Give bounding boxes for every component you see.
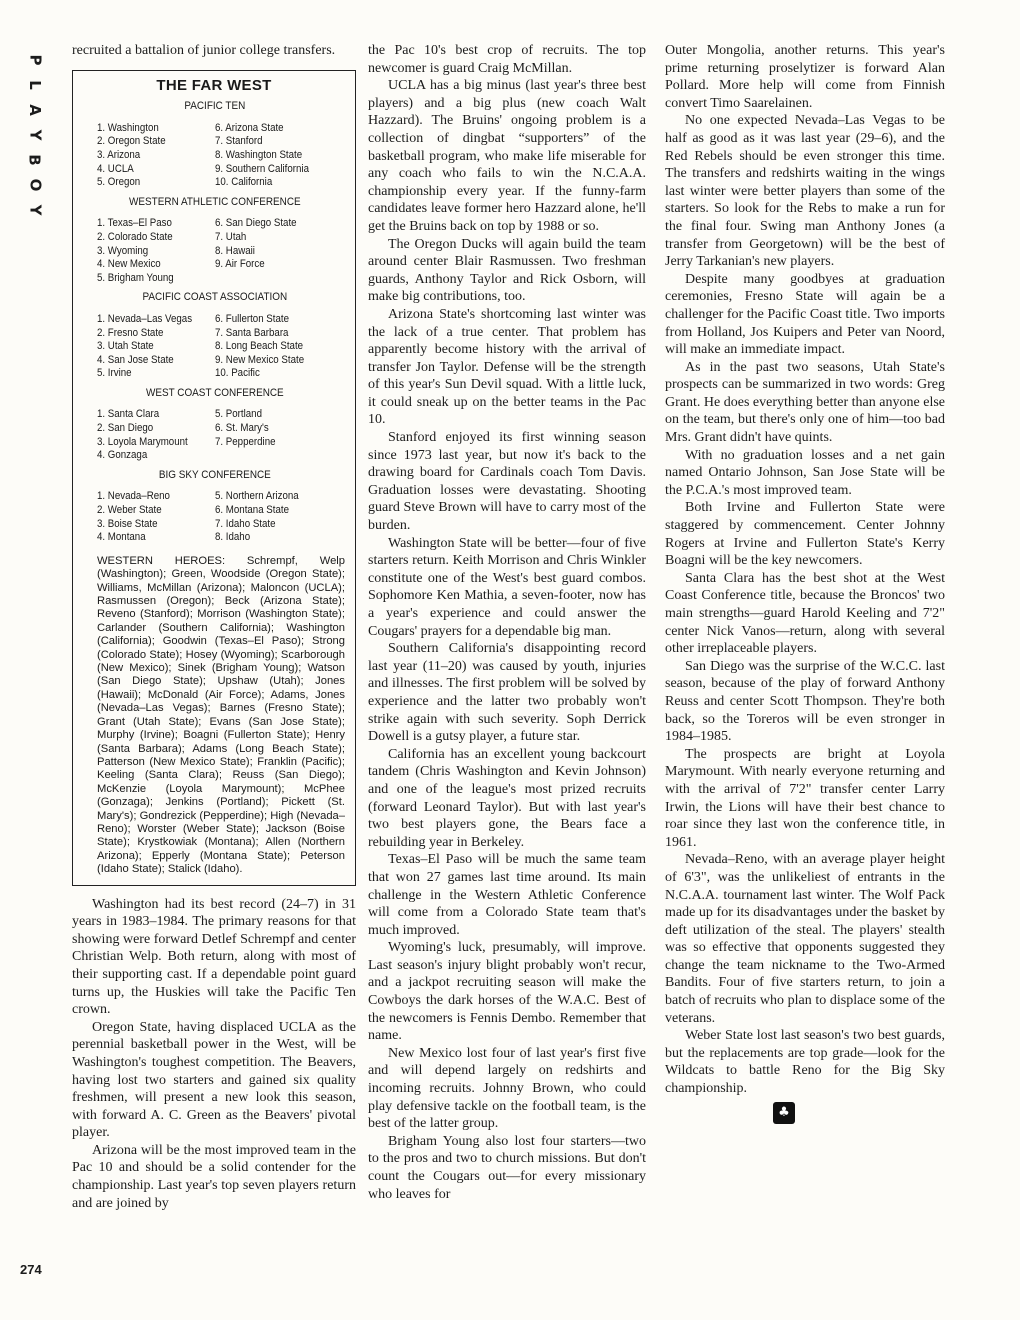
- standing-entry: 7. Idaho State: [215, 517, 276, 530]
- paragraph: California has an excellent young backcourt tandem (Chris Washington and Kevin Johnson) and one of the league's most prized recruits (forward Leonard Taylor). But with last year's two best players gone, the Bears face a rebuilding year in Berkeley.: [368, 746, 646, 850]
- standing-entry: 2. Colorado State: [97, 230, 173, 243]
- standing-entry: 7. Pepperdine: [215, 435, 276, 448]
- paragraph: Nevada–Reno, with an average player height of 6'3", was the unlikeliest of entrants in the N.C.A.A. tournament last winter. The Wolf Pack made up for its disadvantages under the basket by deft utilization of the steal. The players' stealth was so effective that opponents suggested they change the team nickname to the Two-Armed Bandits. Four of five starters return, to join a batch of recruits who plan to displace some of the veterans.: [665, 852, 945, 1026]
- paragraph: Brigham Young also lost four starters—two to the pros and two to church missions. But don't count the Cougars out—for every missionary who leaves for: [368, 1133, 646, 1202]
- page-number: 274: [20, 1262, 42, 1277]
- paragraph: Southern California's disappointing record last year (11–20) was caused by youth, injuries and illnesses. The first problem will be solved by experience and the latter two probably won't strike again with such severity. Soph Derrick Dowell is a gutsy player, a future star.: [368, 641, 646, 745]
- standing-entry: [215, 449, 327, 463]
- paragraph: Weber State lost last season's two best guards, but the replacements are top grade—look for the Wildcats to battle Reno for the Big Sky championship.: [665, 1028, 945, 1097]
- standing-entry: 3. Loyola Marymount: [97, 435, 188, 448]
- paragraph: Oregon State, having displaced UCLA as the perennial basketball power in the West, will be Washington's toughest competition. The Beavers, having lost two starters and gained six quality freshmen, will present a new look this season, with forward A. C. Green as the Beavers' pivotal player.: [72, 1019, 356, 1141]
- brand-letter: B: [26, 154, 44, 166]
- paragraph: The prospects are bright at Loyola Marymount. With nearly everyone returning and with the arrival of 7'2" transfer center Larry Irwin, the Lions will have their best chance to roar since they last won the conference title, in 1961.: [665, 746, 945, 850]
- conference-title: BIG SKY CONFERENCE: [158, 468, 271, 481]
- standing-entry: 8. Washington State: [215, 148, 303, 161]
- standing-entry: 3. Wyoming: [97, 244, 149, 257]
- standing-entry: 6. Montana State: [215, 504, 290, 517]
- standing-entry: 3. Boise State: [97, 517, 158, 530]
- standing-entry: 7. Stanford: [215, 135, 263, 148]
- brand-letter: A: [25, 104, 44, 116]
- paragraph: recruited a battalion of junior college transfers.: [72, 43, 336, 58]
- standing-entry: 6. Fullerton State: [215, 312, 289, 325]
- standings-list: [97, 490, 345, 544]
- brand-letter: P: [26, 54, 44, 66]
- standing-entry: 7. Santa Barbara: [215, 326, 289, 339]
- column-1-body: [72, 896, 356, 1213]
- column-3-body: [665, 42, 945, 1098]
- standing-entry: 5. Irvine: [97, 367, 132, 380]
- standing-entry: 1. Texas–El Paso: [97, 217, 172, 230]
- standing-entry: 7. Utah: [215, 230, 247, 243]
- standing-entry: [215, 272, 327, 286]
- standing-entry: 6. San Diego State: [215, 217, 297, 230]
- paragraph: UCLA has a big minus (last year's three best players) and a big plus (new coach Walt Hazzard). The Bruins' ongoing problem is a collection of dingbat “supporters” of the basketball program, who make life miserable for any coach who fails to win the N.C.A.A. championship every year. If the funny-farm candidates leave former hero Hazzard alone, he'll get the Bruins back on top by 1988 or so.: [368, 78, 646, 234]
- paragraph: Wyoming's luck, presumably, will improve. Last season's injury blight probably won't recur, and a jackpot recruiting season will make the Cowboys the dark horses of the W.A.C. Best of the newcomers is Fennis Dembo. Remember that name.: [368, 940, 646, 1044]
- standing-entry: 2. San Diego: [97, 422, 154, 435]
- standing-entry: 9. Southern California: [215, 162, 309, 175]
- conference-title: WEST COAST CONFERENCE: [145, 386, 284, 399]
- paragraph: No one expected Nevada–Las Vegas to be half as good as it was last year (29–6), and the Red Rebels should be even stronger this time. The transfers and redshirts waiting in the wings last winter were better players than some of the starters. So look for the Rebs to make a run for the final four. Swing man Anthony Jones (a transfer from Georgetown) will be the best of Jerry Tarkanian's new players.: [665, 113, 945, 270]
- standing-entry: 8. Hawaii: [215, 244, 255, 257]
- brand-letter: O: [25, 178, 44, 192]
- standing-entry: 10. Pacific: [215, 367, 260, 380]
- brand-letter: L: [26, 80, 44, 90]
- paragraph: Despite many goodbyes at graduation ceremonies, Fresno State will again be a challenger for the Pacific Coast title. Two imports from Holland, Jos Kuipers and Peter van Noord, will make an immediate impact.: [665, 271, 945, 358]
- conference-title: WESTERN ATHLETIC CONFERENCE: [129, 195, 301, 208]
- brand-letter: Y: [26, 129, 44, 141]
- far-west-standings-box: [72, 70, 356, 886]
- standing-entry: 8. Idaho: [215, 531, 251, 544]
- paragraph: Washington State will be better—four of five starters return. Keith Morrison and Chris Winkler constitute one of the West's best guard combos. Sophomore Ken Mathia, a seven-footer, now has a year's experience and could answer the Cougars' prayers for a dependable big man.: [368, 535, 646, 639]
- standings-list: [97, 122, 345, 190]
- paragraph: As in the past two seasons, Utah State's prospects can be summarized in two words: Greg Grant. He does everything better than anyone else on the team, but there's only one of him—too bad Mrs. Grant didn't have quints.: [665, 359, 945, 446]
- standing-entry: 2. Fresno State: [97, 326, 164, 339]
- western-heroes-text: WESTERN HEROES: Schrempf, Welp (Washington); Green, Woodside (Oregon State); Williams, McMillan (Arizona); Maloncon (UCLA); Rasmussen (Oregon); Beck (Arizona State); Reveno (Stanford); Morrison (Washington State); Carlander (Southern California); Washington (California); Goodwin (Texas–El Paso); Strong (Colorado State); Hosey (Wyoming); Scarborough (New Mexico); Sinek (Brigham Young); Watson (San Diego State); Upshaw (Utah); Jones (Hawaii); McDonald (Air Force); Adams, Jones (Nevada–Las Vegas); Barnes (Fresno State); Grant (Utah State); Evans (San Jose State); Murphy (Irvine); Boagni (Fullerton State); Henry (Santa Barbara); Adams (Long Beach State); Patterson (New Mexico State); Franklin (Pacific); Keeling (Santa Clara); Reuss (San Diego); McKenzie (Loyola Marymount); McPhee (Gonzaga); Jenkins (Portland); Pickett (St. Mary's); Gondrezick (Pepperdine); High (Nevada–Reno); Worster (Weber State); Jackson (Boise State); Krystkowiak (Montana); Allen (Northern Arizona); Epperly (Montana State); Peterson (Idaho State); Stalick (Idaho).: [97, 554, 345, 876]
- standing-entry: 4. UCLA: [97, 162, 134, 175]
- standing-entry: 2. Weber State: [97, 504, 162, 517]
- standing-entry: 4. New Mexico: [97, 258, 161, 271]
- conference-title: PACIFIC COAST ASSOCIATION: [142, 291, 288, 304]
- paragraph: Arizona State's shortcoming last winter was the lack of a true center. That problem has apparently become history with the arrival of transfer Jon Taylor. Defense will be the strength of this year's Sun Devil squad. With a little luck, it could sneak up on the better teams in the Pac 10.: [368, 306, 646, 428]
- standing-entry: 9. New Mexico State: [215, 353, 305, 366]
- standings-list: [97, 217, 345, 285]
- conference-title: PACIFIC TEN: [184, 100, 246, 113]
- standing-entry: 3. Utah State: [97, 340, 154, 353]
- standing-entry: 9. Air Force: [215, 258, 265, 271]
- standing-entry: 5. Brigham Young: [97, 271, 174, 284]
- paragraph: Arizona will be the most improved team in the Pac 10 and should be a solid contender for the championship. Last year's top seven players return and are joined by: [72, 1142, 356, 1211]
- standing-entry: 4. Montana: [97, 531, 146, 544]
- paragraph: The Oregon Ducks will again build the team around center Blair Rasmussen. Two freshman guards, Anthony Taylor and Rick Osborn, will make big contributions, too.: [368, 236, 646, 305]
- column-2: [368, 42, 646, 1203]
- standing-entry: 4. Gonzaga: [97, 449, 148, 462]
- standing-entry: 5. Portland: [215, 408, 262, 421]
- brand-letter: Y: [26, 204, 44, 216]
- standing-entry: 2. Oregon State: [97, 135, 166, 148]
- paragraph: Texas–El Paso will be much the same team that won 27 games last time around. Its main challenge in the Western Athletic Conference will come from a Colorado State team that's much improved.: [368, 852, 646, 938]
- standing-entry: 1. Nevada–Las Vegas: [97, 312, 193, 325]
- standing-entry: 5. Oregon: [97, 176, 141, 189]
- standing-entry: 1. Washington: [97, 121, 159, 134]
- end-mark-icon: ♣: [773, 1102, 795, 1124]
- standing-entry: 5. Northern Arizona: [215, 490, 299, 503]
- box-title: THE FAR WEST: [156, 76, 272, 94]
- column-3: [665, 42, 945, 1124]
- standing-entry: 3. Arizona: [97, 148, 141, 161]
- paragraph: Washington had its best record (24–7) in 31 years in 1983–1984. The primary reasons for that showing were forward Detlef Schrempf and center Christian Welp. Both return, along with most of their supporting cast. If a dependable point guard turns up, the Huskies will take the Pacific Ten crown.: [72, 896, 356, 1018]
- paragraph: Stanford enjoyed its first winning season since 1973 last year, but now it's back to the drawing board for Cardinals coach Tom Davis. Graduation losses were devastating. Shooting guard Steve Brown will have to carry most of the burden.: [368, 430, 646, 534]
- standing-entry: 1. Santa Clara: [97, 408, 160, 421]
- paragraph: Outer Mongolia, another returns. This year's prime returning proselytizer is forward Alan Pollard. More help will come from Finnish convert Timo Saarelainen.: [665, 43, 945, 111]
- paragraph: New Mexico lost four of last year's first five and will depend largely on redshirts and incoming recruits. Johnny Brown, who could play defensive tackle on the football team, is the best of the latter group.: [368, 1045, 646, 1132]
- standing-entry: 4. San Jose State: [97, 353, 174, 366]
- paragraph: San Diego was the surprise of the W.C.C. last season, because of the play of forward Anthony Reuss and center Scott Thompson. They're both back, so the Toreros will be even stronger in 1984–1985.: [665, 658, 945, 745]
- paragraph: Both Irvine and Fullerton State were staggered by commencement. Center Johnny Rogers at Irvine and Fullerton State's Kerry Boagni will be the key newcomers.: [665, 500, 945, 569]
- column-1: [72, 42, 356, 1212]
- standing-entry: 10. California: [215, 176, 273, 189]
- standing-entry: 6. Arizona State: [215, 121, 284, 134]
- standing-entry: 8. Long Beach State: [215, 340, 304, 353]
- paragraph: With no graduation losses and a net gain named Ontario Johnson, San Jose State will be the P.C.A.'s most improved team.: [665, 447, 945, 498]
- standings-list: [97, 408, 345, 462]
- conference-list: [97, 100, 345, 545]
- paragraph: the Pac 10's best crop of recruits. The top newcomer is guard Craig McMillan.: [368, 43, 646, 76]
- standings-list: [97, 313, 345, 381]
- standing-entry: 1. Nevada–Reno: [97, 490, 170, 503]
- paragraph: Santa Clara has the best shot at the West Coast Conference title, because the Broncos' two main strengths—guard Harold Keeling and 7'2" center Nick Vanos—return, along with several other irreplaceable players.: [665, 570, 945, 657]
- standing-entry: 6. St. Mary's: [215, 422, 269, 435]
- magazine-name-vertical: [24, 50, 46, 220]
